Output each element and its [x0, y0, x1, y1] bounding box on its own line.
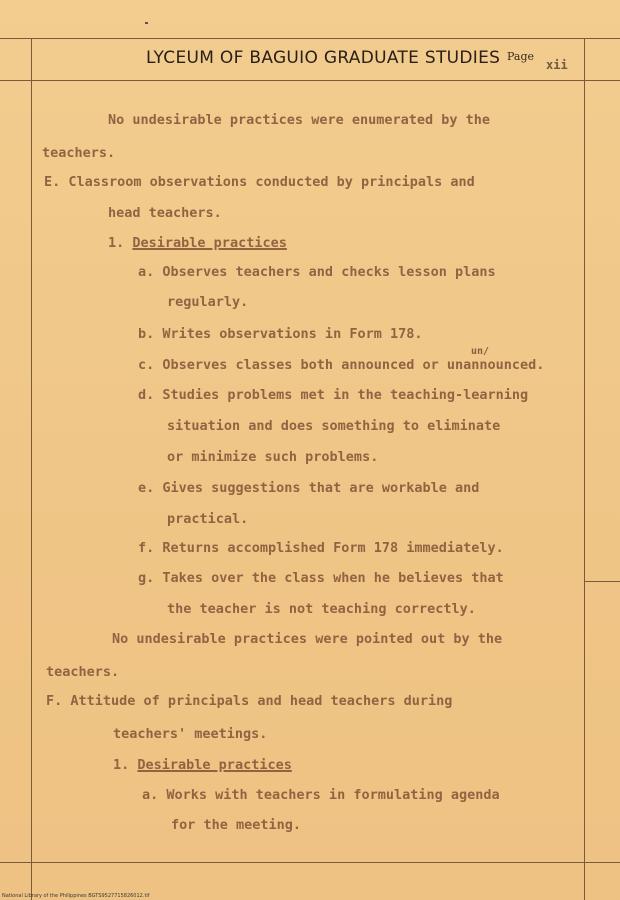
page-number: xii	[546, 58, 568, 72]
scan-footer: National Library of the Philippines BGTS9527715826012.tif	[2, 893, 150, 899]
list-item: g. Takes over the class when he believes that	[138, 570, 504, 586]
page-label: Page	[507, 50, 535, 63]
subsection-heading	[108, 235, 287, 251]
text-line: the teacher is not teaching correctly.	[167, 601, 476, 617]
item-number: 1.	[113, 757, 130, 773]
header-top-rule	[0, 38, 620, 39]
text-line: No undesirable practices were pointed out by the	[112, 631, 503, 647]
list-item: e. Gives suggestions that are workable and	[138, 480, 480, 496]
list-item: d. Studies problems met in the teaching-learning	[138, 387, 529, 403]
list-item: b. Writes observations in Form 178.	[138, 326, 423, 342]
list-item: f. Returns accomplished Form 178 immediately.	[138, 540, 504, 556]
header-bottom-rule	[0, 80, 620, 81]
handwritten-insertion: un/	[471, 346, 490, 357]
item-number: 1.	[108, 235, 125, 251]
underlined-heading: Desirable practices	[137, 757, 292, 773]
text-line: teachers.	[42, 145, 116, 161]
header-title: LYCEUM OF BAGUIO GRADUATE STUDIES	[146, 48, 501, 68]
section-heading: F. Attitude of principals and head teachers during	[46, 693, 453, 709]
list-item: a. Observes teachers and checks lesson plans	[138, 264, 496, 280]
underlined-heading: Desirable practices	[132, 235, 287, 251]
list-item: c. Observes classes both announced or unannounced.	[138, 357, 545, 373]
text-line: situation and does something to eliminate	[167, 418, 501, 434]
text-line: teachers.	[46, 664, 120, 680]
text-line: teachers' meetings.	[113, 726, 268, 742]
paper-speck	[145, 22, 148, 24]
text-line: for the meeting.	[171, 817, 302, 833]
text-line: or minimize such problems.	[167, 449, 379, 465]
subsection-heading	[113, 757, 292, 773]
text-line: practical.	[167, 511, 249, 527]
section-heading: E. Classroom observations conducted by principals and	[44, 174, 475, 190]
right-margin-rule	[584, 38, 585, 900]
text-line: regularly.	[167, 294, 249, 310]
footer-rule	[0, 862, 620, 863]
margin-tick-rule	[584, 581, 620, 582]
text-line: head teachers.	[108, 205, 222, 221]
text-line: No undesirable practices were enumerated by the	[108, 112, 491, 128]
left-margin-rule	[31, 38, 32, 900]
list-item: a. Works with teachers in formulating agenda	[142, 787, 500, 803]
